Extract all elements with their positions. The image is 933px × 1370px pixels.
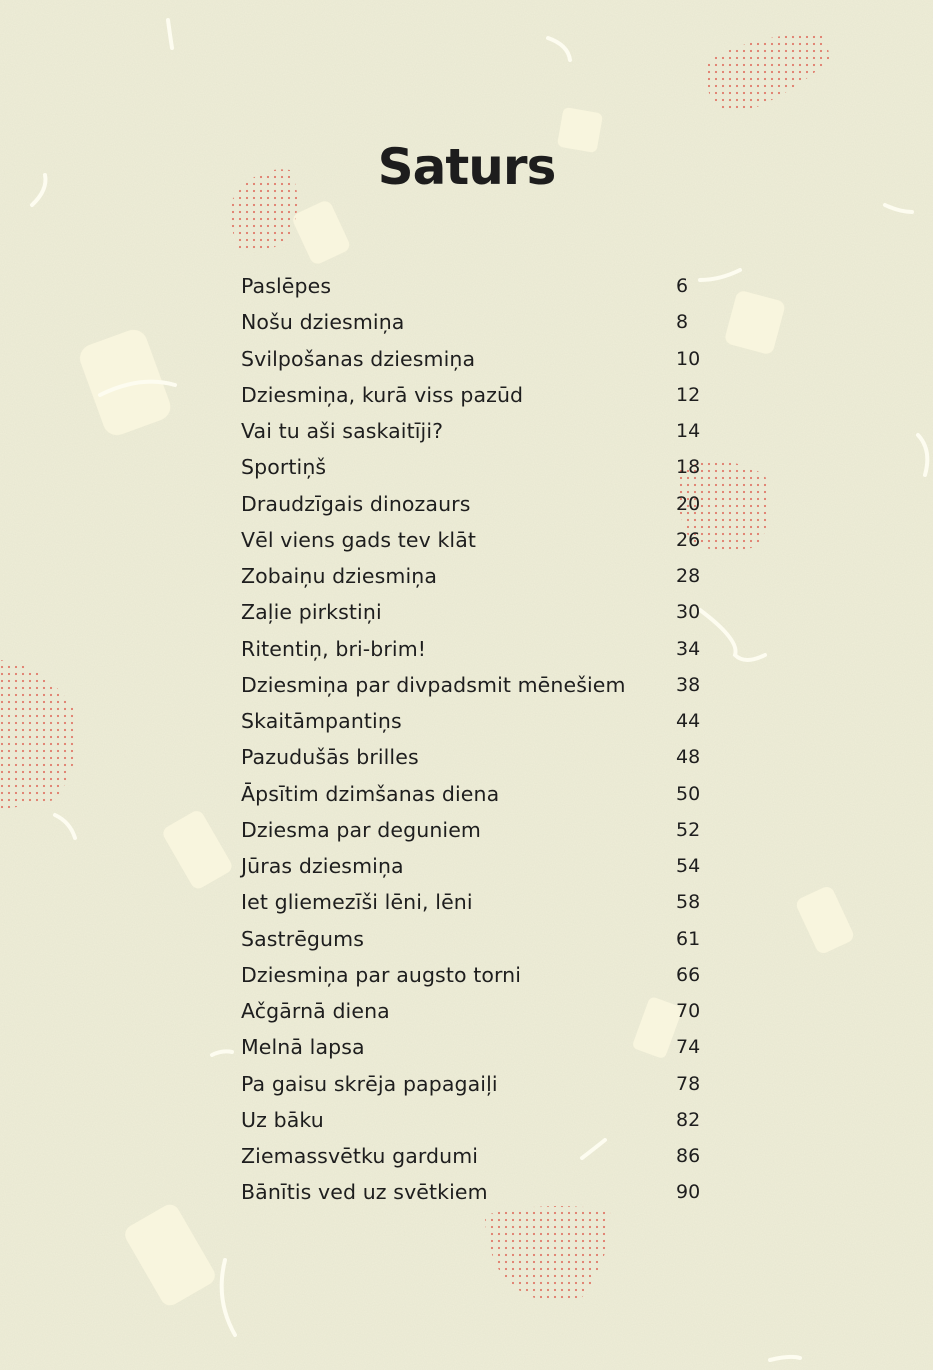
toc-entry[interactable] (241, 1174, 711, 1210)
toc-entry-page-number: 66 (676, 963, 701, 986)
toc-entry-page-number: 20 (676, 492, 701, 515)
toc-entry-title: Dziesmiņa par divpadsmit mēnešiem (241, 672, 626, 697)
toc-entry[interactable] (241, 631, 711, 667)
toc-entry-title: Nošu dziesmiņa (241, 310, 405, 335)
toc-entry-page-number: 34 (676, 637, 701, 660)
toc-entry-page-number: 14 (676, 420, 701, 442)
toc-entry-page-number: 90 (676, 1181, 701, 1204)
toc-entry[interactable] (241, 703, 711, 739)
toc-entry-page-number: 52 (676, 818, 701, 841)
toc-entry-page-number: 18 (676, 456, 701, 479)
toc-entry[interactable] (241, 268, 711, 304)
toc-entry-title: Draudzīgais dinozaurs (241, 491, 471, 516)
toc-entry-title: Paslēpes (241, 274, 332, 298)
toc-entry-page-number: 50 (676, 782, 701, 805)
toc-entry[interactable] (241, 449, 711, 485)
toc-entry[interactable] (241, 558, 711, 594)
toc-entry-page-number: 26 (676, 528, 701, 551)
toc-entry[interactable] (241, 1102, 711, 1138)
toc-entry-page-number: 54 (676, 855, 701, 877)
toc-entry-page-number: 78 (676, 1072, 701, 1095)
toc-entry-title: Sportiņš (241, 455, 327, 480)
toc-entry-page-number: 70 (676, 1000, 701, 1022)
toc-entry-page-number: 86 (676, 1145, 701, 1167)
toc-entry-title: Skaitāmpantiņs (241, 709, 402, 733)
toc-entry-title: Zobaiņu dziesmiņa (241, 564, 438, 588)
toc-entry-page-number: 82 (676, 1108, 701, 1131)
toc-entry-title: Pazudušās brilles (241, 745, 419, 770)
toc-entry-title: Dziesmiņa par augsto torni (241, 962, 522, 987)
toc-entry[interactable] (241, 304, 711, 340)
toc-entry-title: Āpsītim dzimšanas diena (241, 781, 500, 806)
toc-entry[interactable] (241, 486, 711, 522)
toc-entry-page-number: 12 (676, 383, 701, 406)
toc-entry-title: Dziesma par deguniem (241, 817, 482, 842)
toc-entry-title: Uz bāku (241, 1107, 324, 1132)
toc-entry[interactable] (241, 413, 711, 449)
toc-entry-title: Ritentiņ, bri-brim! (241, 636, 427, 661)
table-of-contents (241, 268, 711, 1211)
toc-entry-page-number: 8 (676, 311, 689, 334)
toc-entry-title: Dziesmiņa, kurā viss pazūd (241, 382, 524, 407)
toc-entry-page-number: 28 (676, 565, 701, 587)
toc-entry[interactable] (241, 667, 711, 703)
toc-entry-page-number: 30 (676, 601, 701, 624)
toc-entry-page-number: 6 (676, 275, 689, 297)
toc-entry-title: Ačgārnā diena (241, 999, 390, 1023)
toc-entry-title: Iet gliemezīši lēni, lēni (241, 890, 473, 915)
toc-entry[interactable] (241, 776, 711, 812)
toc-entry-title: Svilpošanas dziesmiņa (241, 346, 476, 371)
toc-entry[interactable] (241, 993, 711, 1029)
toc-entry[interactable] (241, 1138, 711, 1174)
toc-entry-title: Vai tu aši saskaitīji? (241, 419, 444, 443)
page-title: Saturs (377, 138, 556, 196)
toc-entry-page-number: 44 (676, 710, 701, 732)
toc-entry-page-number: 10 (676, 347, 701, 370)
toc-entry[interactable] (241, 957, 711, 993)
toc-entry-title: Bānītis ved uz svētkiem (241, 1180, 488, 1205)
toc-entry-title: Vēl viens gads tev klāt (241, 527, 477, 552)
toc-entry-page-number: 74 (676, 1036, 701, 1059)
toc-entry-title: Sastrēgums (241, 926, 364, 951)
toc-entry[interactable] (241, 522, 711, 558)
toc-entry-page-number: 48 (676, 746, 701, 769)
toc-entry[interactable] (241, 1066, 711, 1102)
toc-entry[interactable] (241, 739, 711, 775)
toc-entry[interactable] (241, 848, 711, 884)
toc-entry[interactable] (241, 812, 711, 848)
toc-entry-title: Melnā lapsa (241, 1035, 365, 1060)
toc-entry-title: Ziemassvētku gardumi (241, 1144, 479, 1168)
toc-entry-title: Jūras dziesmiņa (241, 854, 404, 878)
toc-entry[interactable] (241, 884, 711, 920)
toc-entry-page-number: 38 (676, 673, 701, 696)
toc-entry[interactable] (241, 341, 711, 377)
toc-entry-title: Pa gaisu skrēja papagaiļi (241, 1071, 498, 1096)
toc-entry[interactable] (241, 921, 711, 957)
toc-entry[interactable] (241, 1029, 711, 1065)
toc-entry[interactable] (241, 594, 711, 630)
toc-entry-page-number: 58 (676, 891, 701, 914)
toc-entry[interactable] (241, 377, 711, 413)
toc-entry-title: Zaļie pirkstiņi (241, 600, 382, 625)
toc-entry-page-number: 61 (676, 927, 701, 950)
